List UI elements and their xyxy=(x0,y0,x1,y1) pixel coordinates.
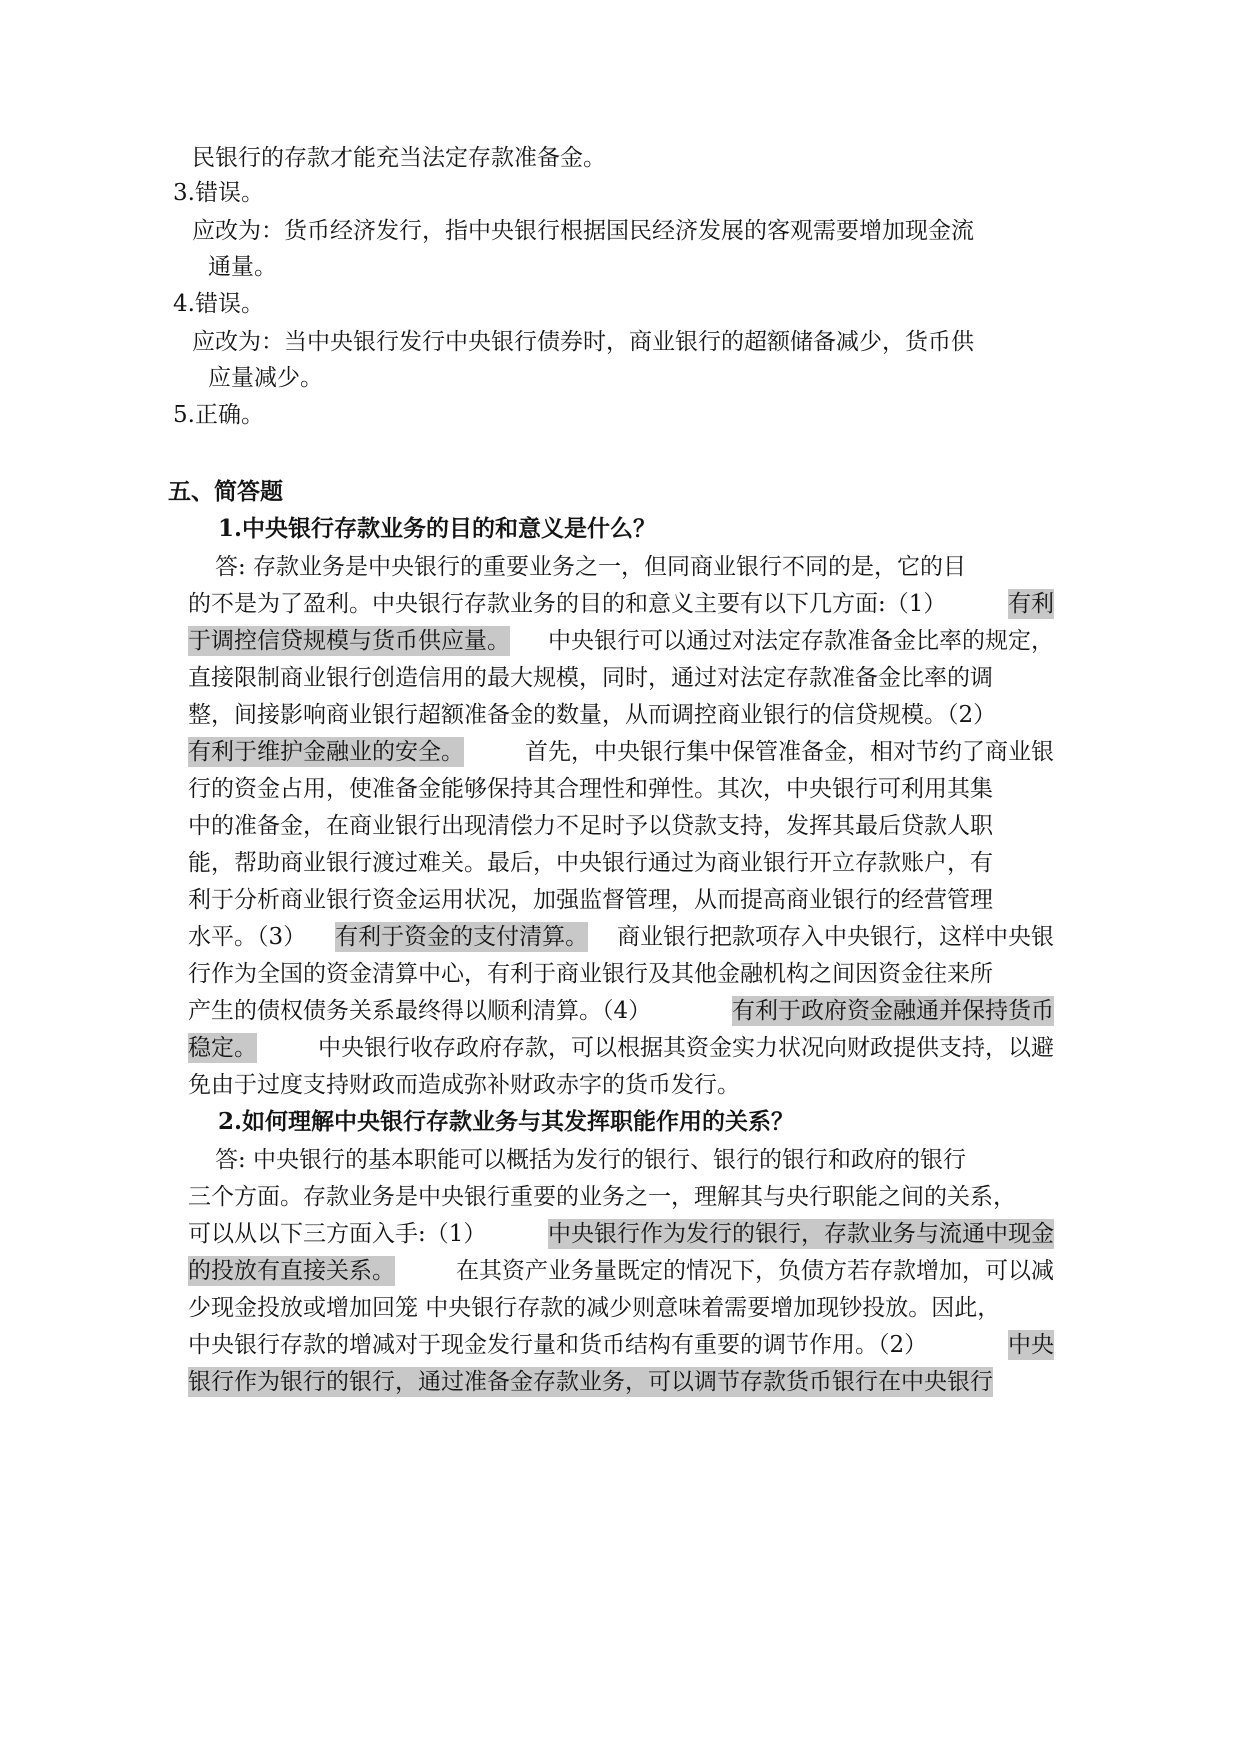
text-line: 通量。 xyxy=(208,254,277,280)
highlight: 的投放有直接关系。 xyxy=(188,1258,395,1284)
list-item-number: 3.错误。 xyxy=(173,180,264,206)
paragraph-line: 产生的债权债务关系最终得以顺利清算。（4） 有利于政府资金融通并保持货币 xyxy=(188,998,1054,1024)
paragraph-line: 答: 存款业务是中央银行的重要业务之一，但同商业银行不同的是，它的目 xyxy=(215,554,967,580)
highlight: 于调控信贷规模与货币供应量。 xyxy=(188,628,510,654)
paragraph-line: 行作为全国的资金清算中心，有利于商业银行及其他金融机构之间因资金往来所 xyxy=(188,961,993,987)
paragraph-line: 水平。（3） 有利于资金的支付清算。 商业银行把款项存入中央银行，这样中央银 xyxy=(188,924,1054,950)
paragraph-line: 可以从以下三方面入手:（1） 中央银行作为发行的银行，存款业务与流通中现金 xyxy=(188,1221,1054,1247)
text-line: 民银行的存款才能充当法定存款准备金。 xyxy=(192,145,606,171)
paragraph-line: 能，帮助商业银行渡过难关。最后，中央银行通过为商业银行开立存款账户，有 xyxy=(188,850,993,876)
text-line: 应量减少。 xyxy=(208,365,323,391)
highlight: 有利于维护金融业的安全。 xyxy=(188,739,464,765)
question-heading: 2.如何理解中央银行存款业务与其发挥职能作用的关系？ xyxy=(218,1108,795,1135)
highlight: 中央银行作为发行的银行，存款业务与流通中现金 xyxy=(548,1221,1054,1247)
paragraph-line: 免由于过度支持财政而造成弥补财政赤字的货币发行。 xyxy=(188,1072,740,1098)
question-heading: 1.中央银行存款业务的目的和意义是什么？ xyxy=(218,515,657,542)
highlight: 银行作为银行的银行，通过准备金存款业务，可以调节存款货币银行在中央银行 xyxy=(188,1369,993,1395)
paragraph-line: 稳定。 中央银行收存政府存款，可以根据其资金实力状况向财政提供支持，以避 xyxy=(188,1035,1054,1061)
paragraph-line: 整，间接影响商业银行超额准备金的数量，从而调控商业银行的信贷规模。（2） xyxy=(188,702,997,728)
paragraph-line: 少现金投放或增加回笼 中央银行存款的减少则意味着需要增加现钞投放。因此， xyxy=(188,1295,1001,1321)
paragraph-line: 有利于维护金融业的安全。 首先，中央银行集中保管准备金，相对节约了商业银 xyxy=(188,739,1054,765)
paragraph-line: 的不是为了盈利。中央银行存款业务的目的和意义主要有以下几方面:（1） 有利 xyxy=(188,591,1054,617)
paragraph-line: 的投放有直接关系。 在其资产业务量既定的情况下，负债方若存款增加，可以减 xyxy=(188,1258,1054,1284)
highlight: 有利于政府资金融通并保持货币 xyxy=(732,998,1054,1024)
paragraph-line: 利于分析商业银行资金运用状况，加强监督管理，从而提高商业银行的经营管理 xyxy=(188,887,993,913)
highlight: 有利 xyxy=(1008,591,1054,617)
paragraph-line: 中的准备金，在商业银行出现清偿力不足时予以贷款支持，发挥其最后贷款人职 xyxy=(188,813,993,839)
paragraph-line: 三个方面。存款业务是中央银行重要的业务之一，理解其与央行职能之间的关系， xyxy=(188,1184,1016,1210)
highlight: 有利于资金的支付清算。 xyxy=(335,924,589,950)
section-heading: 五、简答题 xyxy=(168,478,283,505)
paragraph-line: 直接限制商业银行创造信用的最大规模，同时，通过对法定存款准备金比率的调 xyxy=(188,665,993,691)
paragraph-line: 行的资金占用，使准备金能够保持其合理性和弹性。其次，中央银行可利用其集 xyxy=(188,776,993,802)
paragraph-line xyxy=(188,1367,1054,1397)
text-line: 应改为：当中央银行发行中央银行债券时，商业银行的超额储备减少，货币供 xyxy=(192,329,974,355)
list-item-number: 5.正确。 xyxy=(173,402,264,428)
list-item-number: 4.错误。 xyxy=(173,291,264,317)
paragraph-line: 于调控信贷规模与货币供应量。 中央银行可以通过对法定存款准备金比率的规定， xyxy=(188,628,1054,654)
highlight: 中央 xyxy=(1008,1332,1054,1358)
text-line: 应改为：货币经济发行，指中央银行根据国民经济发展的客观需要增加现金流 xyxy=(192,218,974,244)
paragraph-line: 中央银行存款的增减对于现金发行量和货币结构有重要的调节作用。（2） 中央 xyxy=(188,1332,1054,1358)
highlight: 稳定。 xyxy=(188,1035,257,1061)
paragraph-line: 答: 中央银行的基本职能可以概括为发行的银行、银行的银行和政府的银行 xyxy=(215,1147,967,1173)
